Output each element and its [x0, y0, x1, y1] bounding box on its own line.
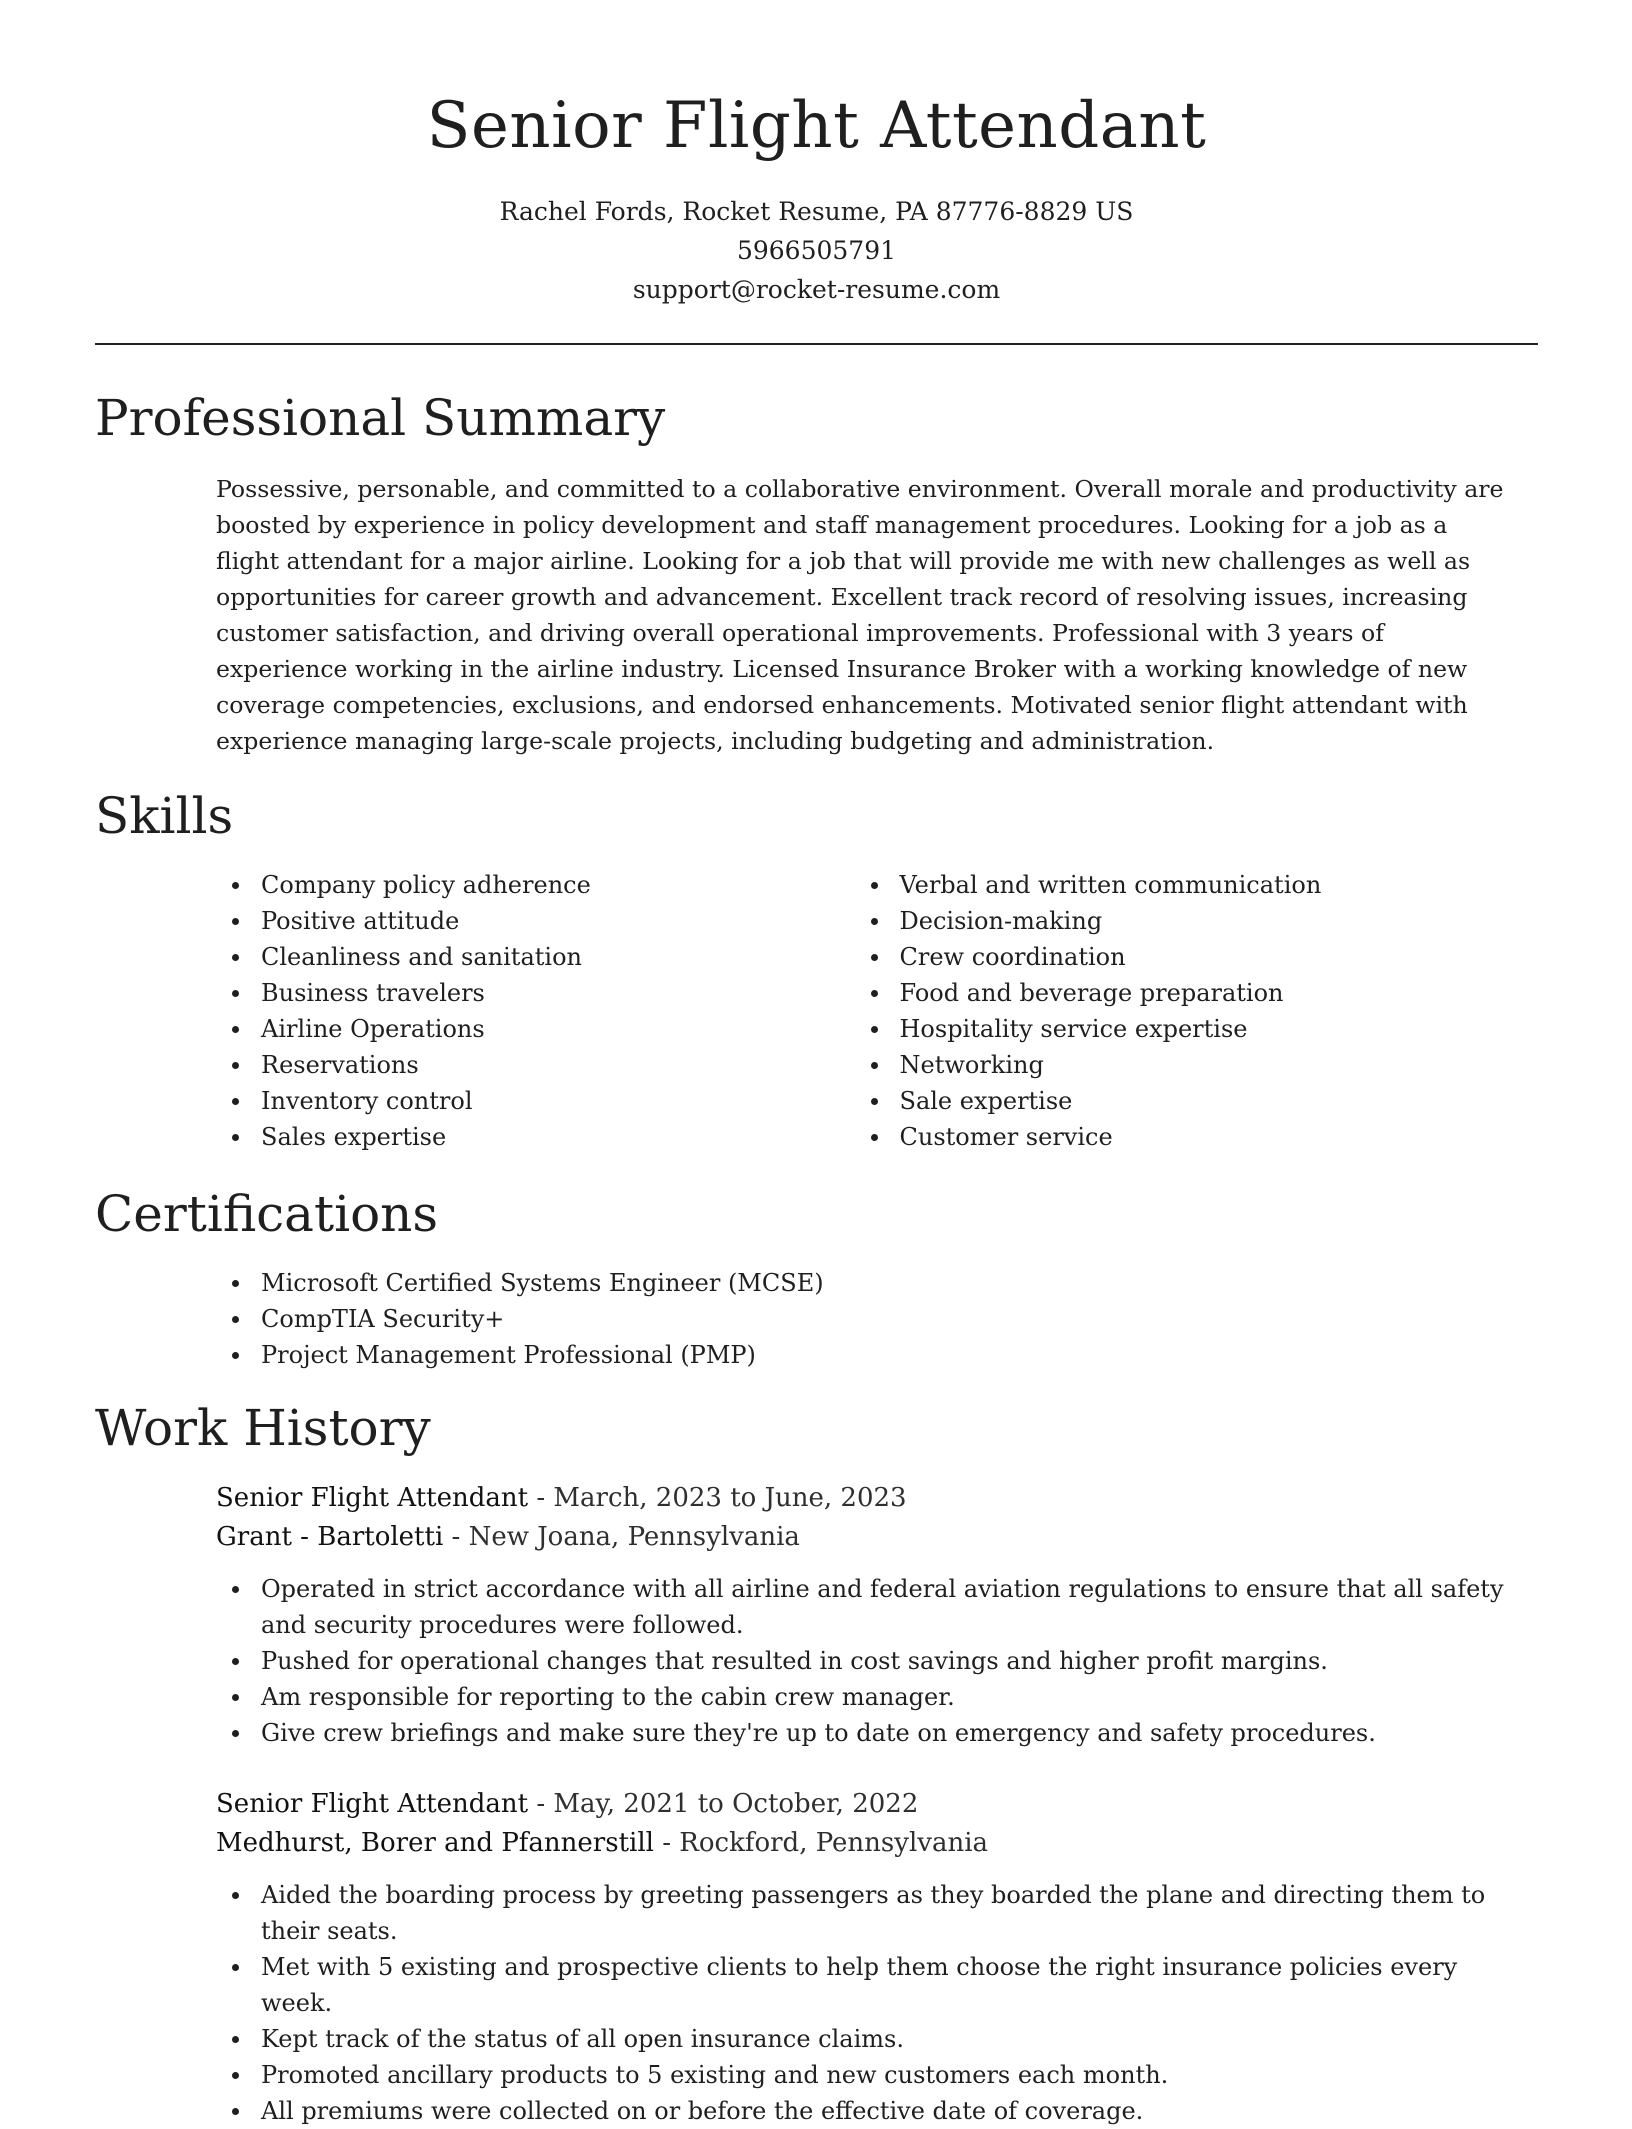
- job-company: Grant - Bartoletti: [216, 1522, 444, 1552]
- job-bullet: Aided the boarding process by greeting passengers as they boarded the plane and directing them to their seats.: [261, 1877, 1521, 1949]
- skill-item: Cleanliness and sanitation: [261, 939, 900, 975]
- work-history-section: [95, 1395, 1538, 2129]
- job-bullet: Kept track of the status of all open insurance claims.: [261, 2021, 1521, 2057]
- job-company-line: [216, 1824, 1538, 1863]
- work-history-heading: Work History: [95, 1399, 431, 1457]
- certifications-section: [95, 1181, 1538, 1373]
- contact-email: support@rocket-resume.com: [632, 275, 1001, 304]
- skill-item: Hospitality service expertise: [900, 1011, 1539, 1047]
- job-dates: - May, 2021 to October, 2022: [528, 1789, 919, 1819]
- skill-item: Airline Operations: [261, 1011, 900, 1047]
- skills-heading: Skills: [95, 787, 234, 845]
- certification-item: Microsoft Certified Systems Engineer (MCSE): [261, 1265, 1538, 1301]
- job-location: - Rockford, Pennsylvania: [653, 1828, 989, 1858]
- skills-section: [95, 783, 1538, 1155]
- skill-item: Decision-making: [900, 903, 1539, 939]
- summary-text: Possessive, personable, and committed to a collaborative environment. Overall morale and productivity are boosted by experience in policy development and staff management procedures. Looking for a job as a flight attendant for a major airline. Looking for a job that will provide me with new challenges as well as opportunities for career growth and advancement. Excellent track record of resolving issues, increasing customer satisfaction, and driving overall operational improvements. Professional with 3 years of experience working in the airline industry. Licensed Insurance Broker with a working knowledge of new coverage competencies, exclusions, and endorsed enhancements. Motivated senior flight attendant with experience managing large-scale projects, including budgeting and administration.: [216, 475, 1504, 755]
- skill-item: Company policy adherence: [261, 867, 900, 903]
- certification-item: Project Management Professional (PMP): [261, 1337, 1538, 1373]
- resume-title: Senior Flight Attendant: [426, 89, 1207, 163]
- job-dates: - March, 2023 to June, 2023: [528, 1483, 907, 1513]
- contact-block: [95, 192, 1538, 309]
- skill-item: Customer service: [900, 1119, 1539, 1155]
- job-bullets: [261, 1571, 1521, 1751]
- skills-list-right: [900, 867, 1539, 1155]
- summary-section: [95, 385, 1538, 759]
- job-bullet: Promoted ancillary products to 5 existing and new customers each month.: [261, 2057, 1521, 2093]
- job-bullet: Give crew briefings and make sure they're up to date on emergency and safety procedures.: [261, 1715, 1521, 1751]
- certification-item: CompTIA Security+: [261, 1301, 1538, 1337]
- resume-page: [95, 0, 1538, 2129]
- job-company: Medhurst, Borer and Pfannerstill: [216, 1828, 654, 1858]
- skill-item: Business travelers: [261, 975, 900, 1011]
- skill-item: Sale expertise: [900, 1083, 1539, 1119]
- job-bullet: Pushed for operational changes that resulted in cost savings and higher profit margins.: [261, 1643, 1521, 1679]
- skills-columns: [95, 867, 1538, 1155]
- job-entry: [95, 1785, 1538, 2129]
- job-location: - New Joana, Pennsylvania: [443, 1522, 800, 1552]
- skill-item: Reservations: [261, 1047, 900, 1083]
- skill-item: Food and beverage preparation: [900, 975, 1539, 1011]
- skill-item: Inventory control: [261, 1083, 900, 1119]
- contact-address: Rachel Fords, Rocket Resume, PA 87776-8829 US: [499, 197, 1134, 226]
- skill-item: Sales expertise: [261, 1119, 900, 1155]
- skills-list-left: [261, 867, 900, 1155]
- job-bullet: Am responsible for reporting to the cabin crew manager.: [261, 1679, 1521, 1715]
- skill-item: Verbal and written communication: [900, 867, 1539, 903]
- header-divider: [95, 343, 1538, 345]
- summary-heading: Professional Summary: [95, 389, 666, 447]
- skill-item: Crew coordination: [900, 939, 1539, 975]
- certifications-list: [261, 1265, 1538, 1373]
- job-bullets: [261, 1877, 1521, 2129]
- job-company-line: [216, 1518, 1538, 1557]
- job-title-line: [216, 1479, 1538, 1518]
- job-title-line: [216, 1785, 1538, 1824]
- resume-header: [95, 0, 1538, 309]
- job-entry: [95, 1479, 1538, 1751]
- job-bullet: Operated in strict accordance with all airline and federal aviation regulations to ensure that all safety and security procedures were followed.: [261, 1571, 1521, 1643]
- job-role: Senior Flight Attendant: [216, 1483, 529, 1513]
- job-bullet: All premiums were collected on or before the effective date of coverage.: [261, 2093, 1521, 2129]
- certifications-heading: Certifications: [95, 1185, 439, 1243]
- skill-item: Networking: [900, 1047, 1539, 1083]
- contact-phone: 5966505791: [736, 236, 897, 265]
- job-bullet: Met with 5 existing and prospective clients to help them choose the right insurance policies every week.: [261, 1949, 1521, 2021]
- job-role: Senior Flight Attendant: [216, 1789, 529, 1819]
- skill-item: Positive attitude: [261, 903, 900, 939]
